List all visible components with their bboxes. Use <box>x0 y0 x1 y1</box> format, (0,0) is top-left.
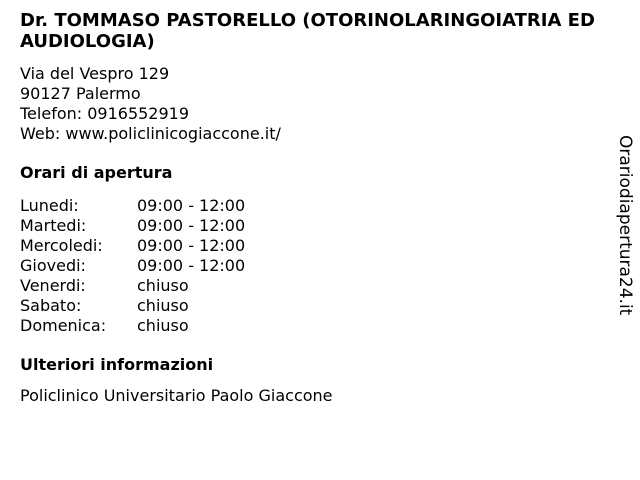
hours-row-saturday <box>20 296 610 316</box>
day-hours: 09:00 - 12:00 <box>137 256 246 275</box>
hours-row-thursday <box>20 256 610 276</box>
day-hours: chiuso <box>137 296 189 315</box>
site-watermark: Orariodiapertura24.it <box>615 135 635 316</box>
day-label: Sabato: <box>20 296 82 315</box>
day-label: Domenica: <box>20 316 107 335</box>
business-title: Dr. TOMMASO PASTORELLO (OTORINOLARINGOIATRIA ED AUDIOLOGIA) <box>20 10 595 52</box>
day-hours: 09:00 - 12:00 <box>137 236 246 255</box>
day-label: Martedi: <box>20 216 87 235</box>
hours-row-sunday <box>20 316 610 336</box>
day-hours: 09:00 - 12:00 <box>137 216 246 235</box>
hours-row-friday <box>20 276 610 296</box>
day-hours: chiuso <box>137 276 189 295</box>
opening-hours-table <box>20 196 610 336</box>
day-label: Giovedi: <box>20 256 86 275</box>
hours-row-tuesday <box>20 216 610 236</box>
day-hours: 09:00 - 12:00 <box>137 196 246 215</box>
postal-city: 90127 Palermo <box>20 84 141 103</box>
website: Web: www.policlinicogiaccone.it/ <box>20 124 281 143</box>
day-hours: chiuso <box>137 316 189 335</box>
street-address: Via del Vespro 129 <box>20 64 170 83</box>
opening-hours-heading: Orari di apertura <box>20 163 173 182</box>
day-label: Mercoledi: <box>20 236 103 255</box>
additional-info-text: Policlinico Universitario Paolo Giaccone <box>20 386 333 405</box>
address-block <box>20 64 610 144</box>
day-label: Venerdi: <box>20 276 86 295</box>
phone-number: Telefon: 0916552919 <box>20 104 190 123</box>
additional-info-heading: Ulteriori informazioni <box>20 355 214 374</box>
hours-row-wednesday <box>20 236 610 256</box>
hours-row-monday <box>20 196 610 216</box>
business-card <box>20 10 610 406</box>
day-label: Lunedi: <box>20 196 79 215</box>
